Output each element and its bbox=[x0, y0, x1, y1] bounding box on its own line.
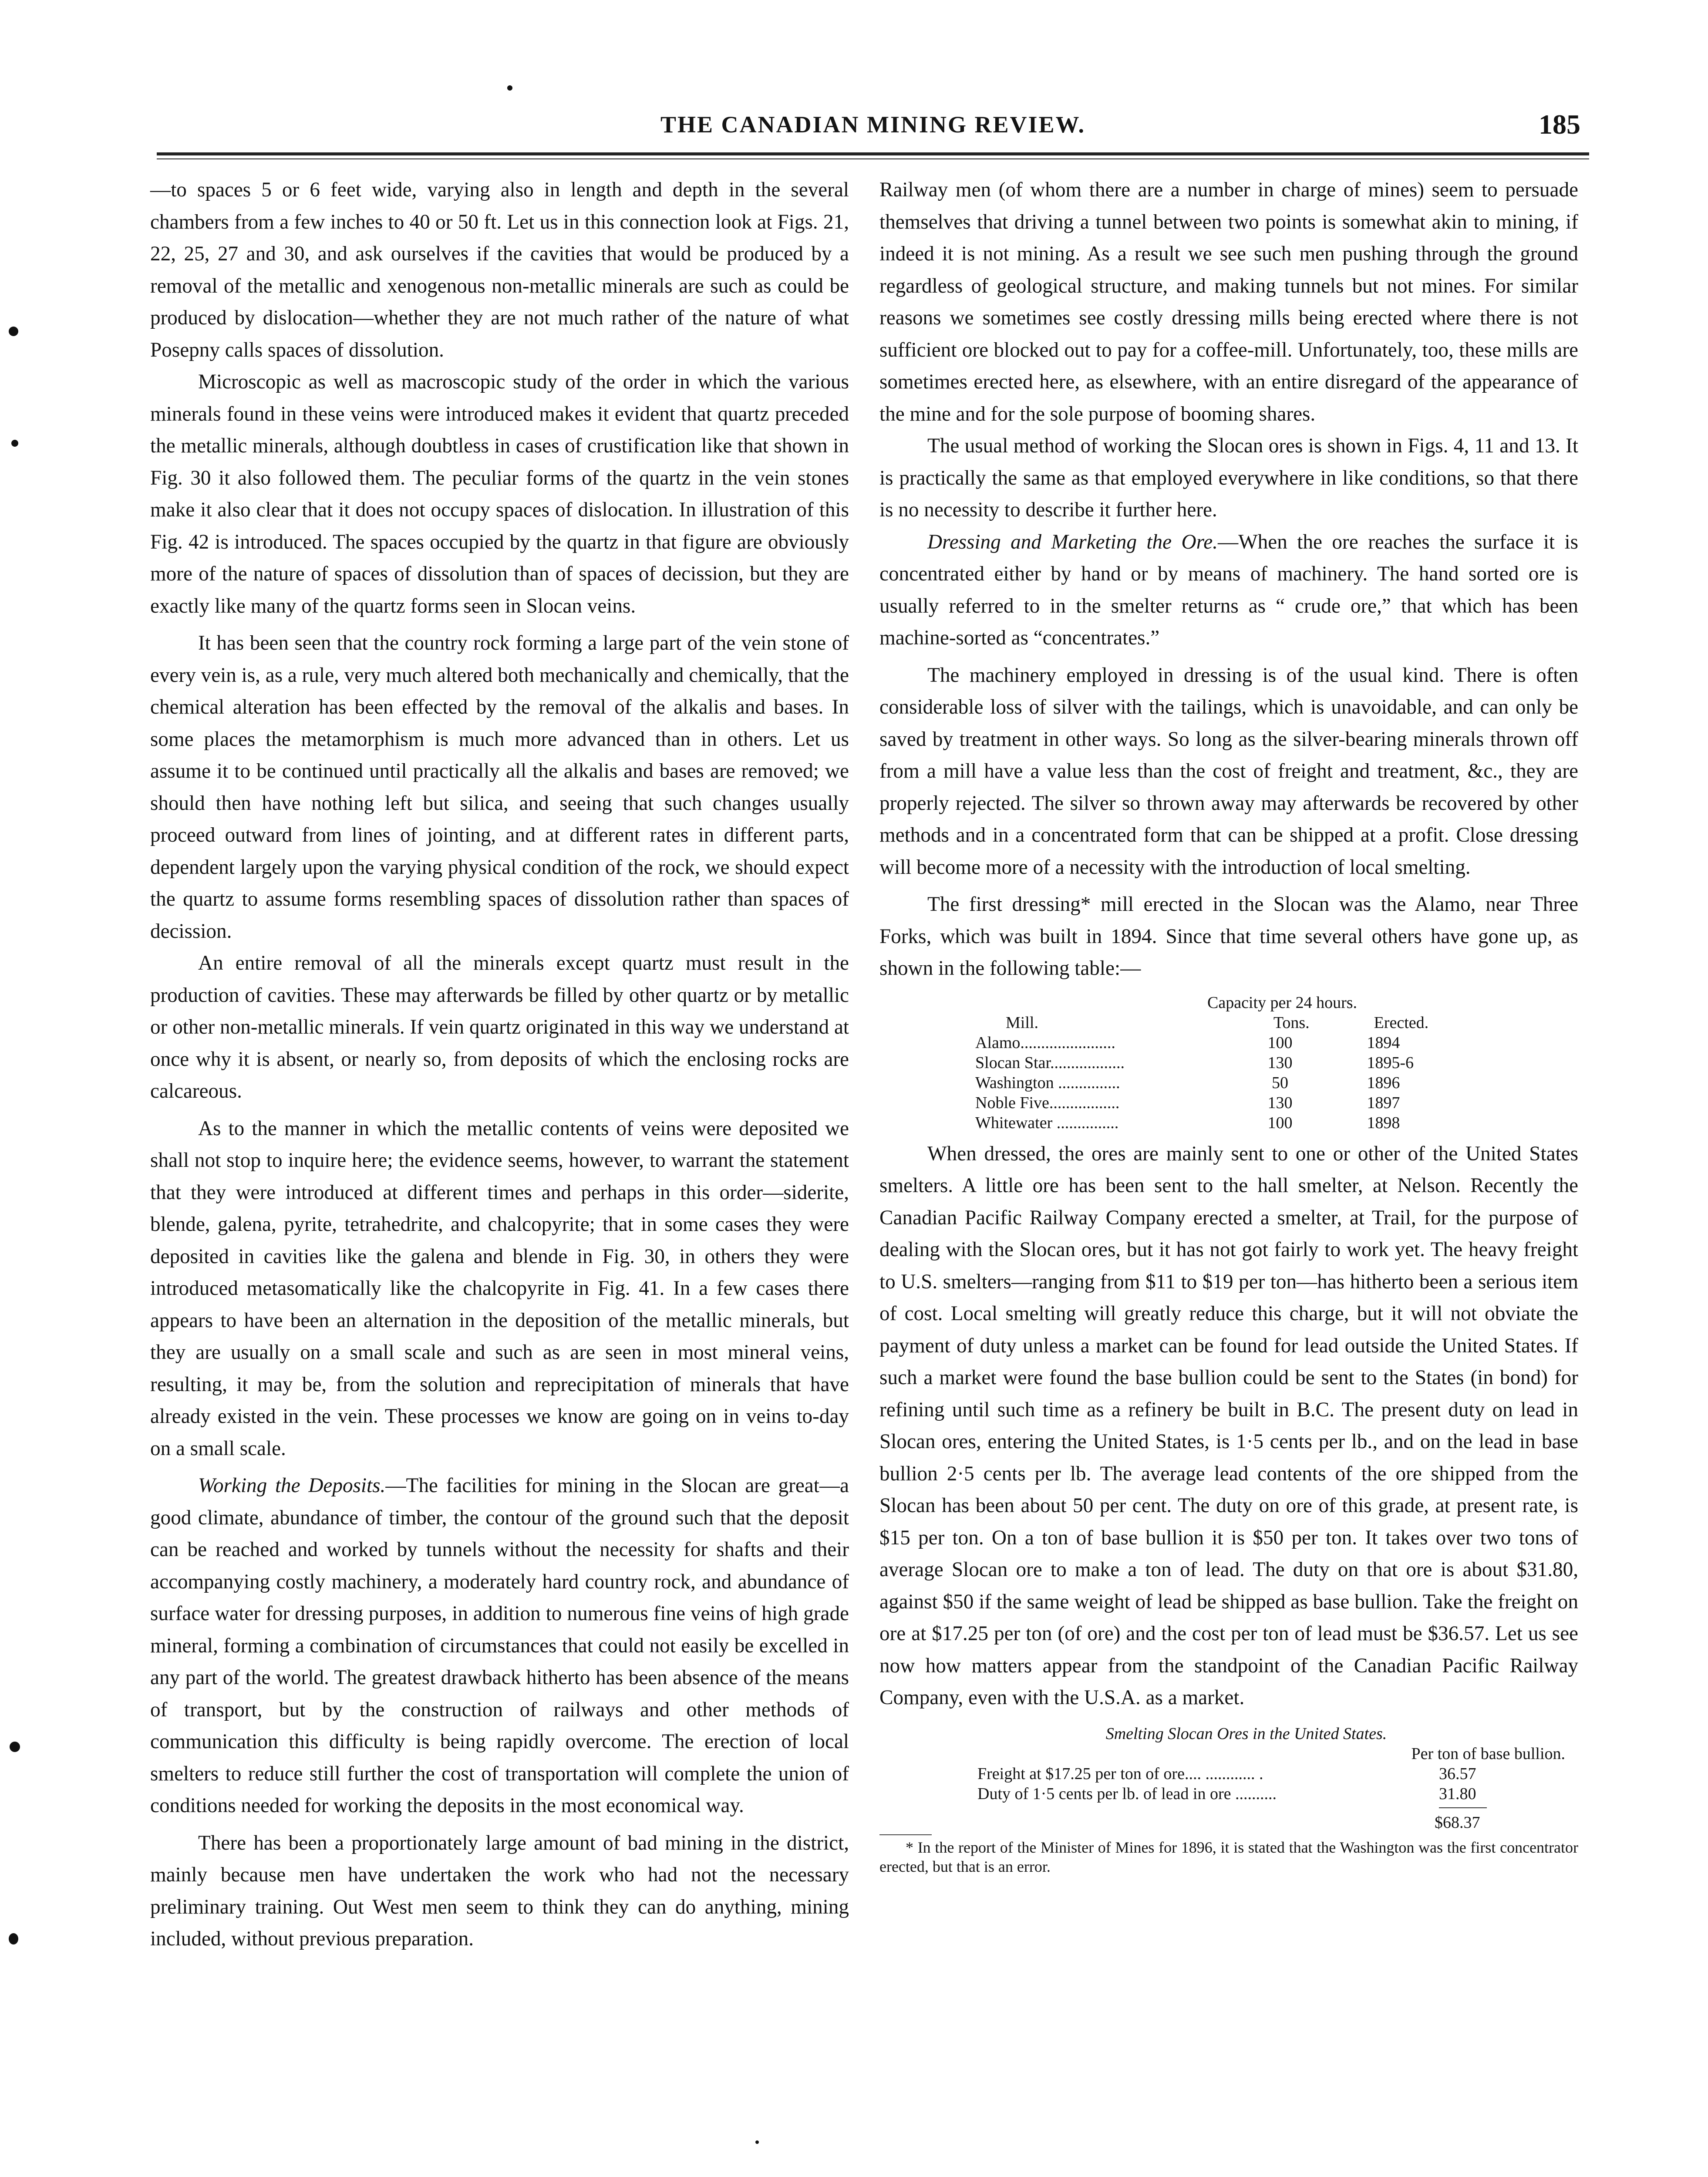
mill-name: Whitewater ............... bbox=[975, 1113, 1119, 1132]
paragraph-text: —When the ore reaches the surface it is concentrated either by hand or by means of machinery. The hand sorted ore is usually referred to in the smelter returns as “ crude ore,” that which has been machine-sorted as “concentrates.” bbox=[879, 530, 1578, 649]
paragraph: The usual method of working the Slocan ores is shown in Figs. 4, 11 and 13. It is practically the same as that employed everywhere in like conditions, so that there is no necessity to describe it further here. bbox=[879, 435, 1578, 521]
column-header-tons: Tons. bbox=[1273, 1013, 1310, 1032]
paragraph: The machinery employed in dressing is of the usual kind. There is often considerable loss of silver with the tailings, which is unavoidable, and can only be saved by treatment in other ways. So long as the silver-bearing minerals thrown off from a mill have a value less than the cost of freight and treatment, &c., they are properly rejected. The silver so thrown away may afterwards be recovered by other methods and in a concentrated form that can be shipped at a profit. Close dressing will become more of a necessity with the introduction of local smelting. bbox=[879, 664, 1578, 879]
header-rule bbox=[157, 152, 1589, 155]
table-row bbox=[975, 1033, 1480, 1053]
column-header-mill: Mill. bbox=[1006, 1013, 1038, 1032]
page-number: 185 bbox=[1539, 109, 1580, 140]
cost-label: Freight at $17.25 per ton of ore.... ............ . bbox=[977, 1764, 1263, 1783]
mill-tons: 100 bbox=[1267, 1033, 1293, 1052]
scan-speck bbox=[507, 85, 512, 91]
paragraph: When dressed, the ores are mainly sent to one or other of the United States smelters. A little ore has been sent to the hall smelter, at Nelson. Recently the Canadian Pacific Railway Company erected a smelter, at Trail, for the purpose of dealing with the Slocan ores, but it has not got fairly to work yet. The heavy freight to U.S. smelters—ranging from $11 to $19 per ton—has hitherto been a serious item of cost. Local smelting will greatly reduce this charge, but it will not obviate the payment of duty unless a market can be found for lead outside the United States. If such a market were found the base bullion could be sent to the States (in bond) for refining until such time as a refinery be built in B.C. The present duty on lead in Slocan ores, entering the United States, is 1·5 cents per lb., and on the lead in base bullion 2·5 cents per lb. The average lead contents of the ore shipped from the Slocan has been about 50 per cent. The duty on ore of this grade, at present rate, is $15 per ton. On a ton of base bullion it is $50 per ton. It takes over two tons of average Slocan ore to make a ton of lead. The duty on that ore is about $31.80, against $50 if the same weight of lead be shipped as base bullion. Take the freight on ore at $17.25 per ton (of ore) and the cost per ton of lead must be $36.57. Let us see now how matters appear from the standpoint of the Canadian Pacific Railway Company, even with the U.S.A. as a market. bbox=[879, 1142, 1578, 1709]
scan-speck bbox=[755, 2140, 759, 2144]
page-header bbox=[157, 111, 1589, 150]
mill-name: Washington ............... bbox=[975, 1073, 1120, 1092]
mill-erected: 1897 bbox=[1367, 1093, 1400, 1112]
smelting-costs-table bbox=[879, 1724, 1578, 1833]
paragraph: As to the manner in which the metallic contents of veins were deposited we shall not stop to inquire here; the evidence seems, however, to warrant the statement that they were introduced at different times and perhaps in this order—siderite, blende, galena, pyrite, tetrahedrite, and chalcopyrite; that in some cases they were deposited in cavities like the galena and blende in Fig. 30, in others they were introduced metasomatically like the chalcopyrite in Fig. 41. In a few cases there appears to have been an alternation in the deposition of the metallic minerals, but they are usually on a small scale and such as are seen in most mineral veins, resulting, it may be, from the solution and reprecipitation of minerals that have already existed in the vein. These processes we know are going on in veins to-day on a small scale. bbox=[150, 1117, 849, 1460]
mill-erected: 1895-6 bbox=[1367, 1053, 1414, 1072]
mill-name: Alamo....................... bbox=[975, 1033, 1115, 1052]
mill-table bbox=[975, 993, 1480, 1133]
scan-speck bbox=[10, 1742, 20, 1752]
table-row bbox=[975, 1093, 1480, 1113]
paragraph-text: —The facilities for mining in the Slocan are great—a good climate, abundance of timber, the contour of the ground such that the deposit can be reached and worked by tunnels without the necessity for shafts and their accompanying costly machinery, a moderately hard country rock, and abundance of surface water for dressing purposes, in addition to numerous fine veins of high grade mineral, forming a combination of circumstances that could not easily be excelled in any part of the world. The greatest drawback hitherto has been absence of the means of transport, but by the construction of railways and other methods of communication this difficulty is being rapidly overcome. The erection of local smelters to reduce still further the cost of transportation will complete the union of conditions needed for working the deposits in the most economical way. bbox=[150, 1474, 849, 1817]
paragraph: —to spaces 5 or 6 feet wide, varying also in length and depth in the several chambers from a few inches to 40 or 50 ft. Let us in this connection look at Figs. 21, 22, 25, 27 and 30, and ask ourselves if the cavities that would be produced by a removal of the metallic and xenogenous non-metallic minerals are such as could be produced by dislocation—whether they are not much rather of the nature of what Posepny calls spaces of dissolution. bbox=[150, 179, 849, 361]
mill-name: Noble Five................. bbox=[975, 1093, 1120, 1112]
right-column bbox=[879, 174, 1578, 1876]
mill-erected: 1896 bbox=[1367, 1073, 1400, 1092]
cost-value: 31.80 bbox=[1439, 1784, 1476, 1803]
table-header bbox=[975, 1013, 1480, 1033]
scan-speck bbox=[9, 1933, 18, 1944]
total-rule bbox=[1439, 1807, 1487, 1808]
footnote: * In the report of the Minister of Mines for 1896, it is stated that the Washington was the first concentrator erected, but that is an error. bbox=[879, 1838, 1578, 1875]
paragraph: The first dressing* mill erected in the Slocan was the Alamo, near Three Forks, which was built in 1894. Since that time several others have gone up, as shown in the following table:— bbox=[879, 893, 1578, 980]
table-row bbox=[975, 1113, 1480, 1133]
smelting-column-header: Per ton of base bullion. bbox=[1411, 1744, 1565, 1763]
footnote-rule bbox=[879, 1834, 932, 1835]
mill-tons: 130 bbox=[1267, 1093, 1293, 1112]
paragraph: Railway men (of whom there are a number in charge of mines) seem to persuade themselves that driving a tunnel between two points is somewhat akin to mining, if indeed it is not mining. As a result we see such men pushing through the ground regardless of geological structure, and making tunnels but not mines. For similar reasons we sometimes see costly dressing mills being erected where there is not sufficient ore blocked out to pay for a coffee-mill. Unfortunately, too, these mills are sometimes erected here, as elsewhere, with an entire disregard of the appearance of the mine and for the sole purpose of booming shares. bbox=[879, 179, 1578, 425]
header-rule-thin bbox=[157, 158, 1589, 159]
smelting-table-title: Smelting Slocan Ores in the United States. bbox=[1105, 1724, 1387, 1743]
cost-value: 36.57 bbox=[1439, 1764, 1476, 1783]
column-header-erected: Erected. bbox=[1374, 1013, 1429, 1032]
mill-tons: 50 bbox=[1272, 1073, 1288, 1092]
cost-label: Duty of 1·5 cents per lb. of lead in ore .......... bbox=[977, 1784, 1277, 1803]
paragraph bbox=[879, 526, 1578, 654]
paragraph: Microscopic as well as macroscopic study of the order in which the various minerals found in these veins were introduced makes it evident that quartz preceded the metallic minerals, although doubtless in cases of crustification like that shown in Fig. 30 it also followed them. The peculiar forms of the quartz in the vein stones make it also clear that it does not occupy spaces of dislocation. In illustration of this Fig. 42 is introduced. The spaces occupied by the quartz in that figure are obviously more of the nature of spaces of dissolution than of spaces of decission, but they are exactly like many of the quartz forms seen in Slocan veins. bbox=[150, 371, 849, 617]
paragraph: There has been a proportionately large amount of bad mining in the district, mainly because men have undertaken the work who had not the necessary preliminary training. Out West men seem to think they can do anything, mining included, without previous preparation. bbox=[150, 1831, 849, 1950]
left-column bbox=[150, 174, 849, 1955]
cost-line-freight bbox=[977, 1764, 1578, 1784]
mill-tons: 130 bbox=[1267, 1053, 1293, 1072]
table-row bbox=[975, 1053, 1480, 1073]
section-heading: Dressing and Marketing the Ore. bbox=[927, 530, 1218, 553]
table-row bbox=[975, 1073, 1480, 1093]
cost-total: $68.37 bbox=[1435, 1813, 1480, 1832]
paragraph bbox=[150, 1470, 849, 1822]
paragraph: An entire removal of all the minerals except quartz must result in the production of cavities. These may afterwards be filled by other quartz or by metallic or other non-metallic minerals. If vein quartz originated in this way we understand at once why it is absent, or nearly so, from deposits of which the enclosing rocks are calcareous. bbox=[150, 952, 849, 1102]
mill-erected: 1894 bbox=[1367, 1033, 1400, 1052]
table-caption: Capacity per 24 hours. bbox=[1207, 993, 1358, 1012]
paragraph: It has been seen that the country rock forming a large part of the vein stone of every vein is, as a rule, very much altered both mechanically and chemically, that the chemical alteration has been effected by the removal of the alkalis and bases. In some places the metamorphism is much more advanced than in others. Let us assume it to be continued until practically all the alkalis and bases are removed; we should then have nothing left but silica, and seeing that such changes usually proceed outward from lines of jointing, and at different rates in different parts, dependent largely upon the varying physical condition of the rock, we should expect the quartz to assume forms resembling spaces of dissolution rather than spaces of decission. bbox=[150, 632, 849, 943]
journal-title: THE CANADIAN MINING REVIEW. bbox=[660, 111, 1086, 138]
mill-tons: 100 bbox=[1267, 1113, 1293, 1132]
cost-line-duty bbox=[977, 1784, 1578, 1804]
mill-erected: 1898 bbox=[1367, 1113, 1400, 1132]
scan-speck bbox=[11, 440, 18, 447]
mill-name: Slocan Star.................. bbox=[975, 1053, 1125, 1072]
section-heading: Working the Deposits. bbox=[198, 1474, 386, 1497]
scan-speck bbox=[9, 327, 18, 336]
